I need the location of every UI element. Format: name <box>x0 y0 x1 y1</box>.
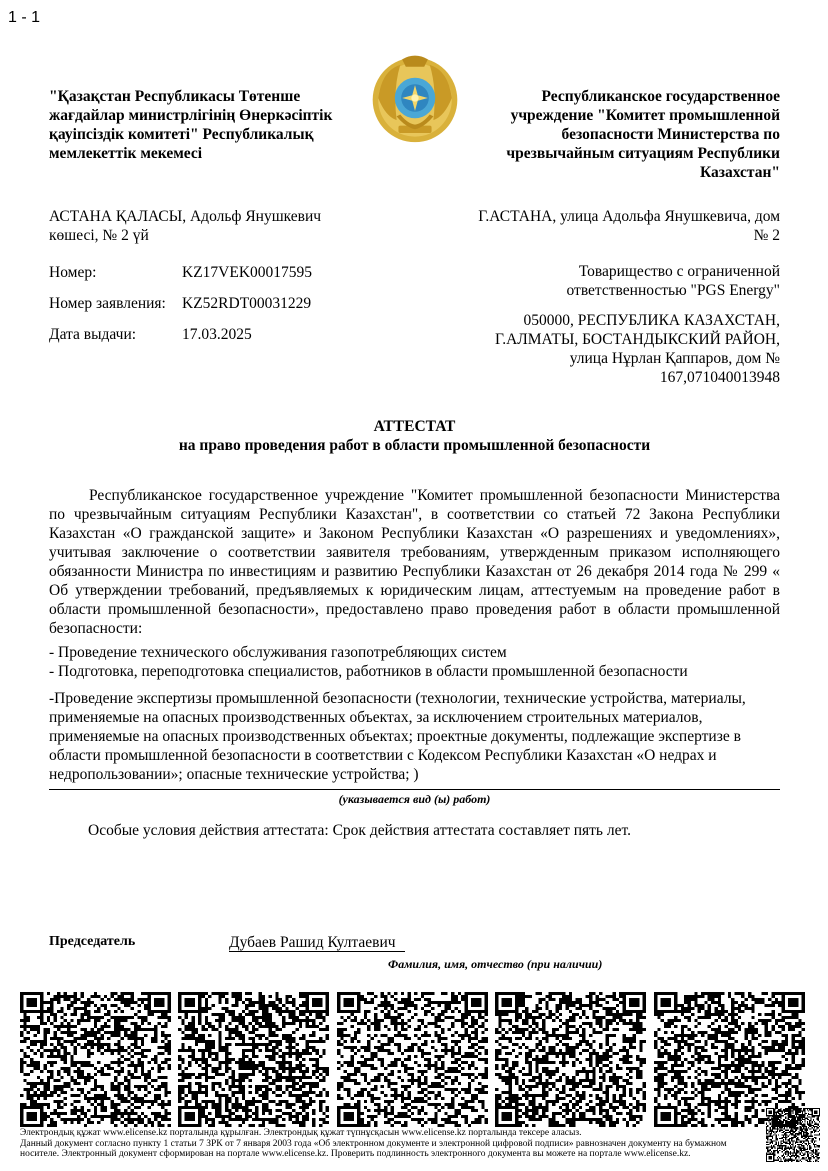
application-number-label: Номер заявления: <box>49 295 166 312</box>
title-sub: на право проведения работ в области промышленной безопасности <box>178 437 651 454</box>
signatory-name: Дубаев Рашид Култаевич <box>229 934 396 951</box>
application-number-value: KZ52RDT00031229 <box>182 295 312 312</box>
list-item: - Подготовка, переподготовка специалистов, работников в области промышленной безопасности <box>49 663 688 680</box>
recipient-address: 050000, РЕСПУБЛИКА КАЗАХСТАН, Г.АЛМАТЫ, БОСТАНДЫКСКИЙ РАЙОН, улица Нұрлан Қаппаров, дом № 167,071040013948 <box>494 312 780 386</box>
recipient-name: Товарищество с ограниченной ответственностью "PGS Energy" <box>566 263 780 299</box>
qr-code-icon <box>654 992 805 1127</box>
title-main: АТТЕСТАТ <box>373 418 456 435</box>
signatory-name-caption: Фамилия, имя, отчество (при наличии) <box>388 957 603 971</box>
page-number: 1 - 1 <box>8 9 41 26</box>
signatory-role: Председатель <box>49 934 136 949</box>
document-title <box>49 417 780 455</box>
work-items-list <box>49 643 780 681</box>
work-type-caption: (указывается вид (ы) работ) <box>338 792 491 806</box>
address-russian: Г.АСТАНА, улица Адольфа Янушкевича, дом № 2 <box>478 208 780 244</box>
header-org-russian: Республиканское государственное учреждение "Комитет промышленной безопасности Министерства по чрезвычайным ситуациям Республики Казахстан" <box>506 88 780 181</box>
number-value: KZ17VEK00017595 <box>182 264 313 281</box>
footer-line-kazakh: Электрондық құжат www.elicense.kz порталында құрылған. Электрондық құжат түпнұсқасын www.elicense.kz порталында тексере аласыз. <box>20 1128 582 1138</box>
qr-code-icon <box>337 992 488 1127</box>
header-org-kazakh: "Қазақстан Республикасы Төтенше жағдайлар министрлігінің Өнеркәсіптік қауіпсіздік комитеті" Республикалық мемлекеттік мекемесі <box>49 88 333 162</box>
issue-date-value: 17.03.2025 <box>182 326 252 343</box>
qr-code-icon <box>766 1108 820 1162</box>
divider <box>49 789 780 790</box>
expertise-item: -Проведение экспертизы промышленной безопасности (технологии, технические устройства, материалы, применяемые на опасных производственных объектах, за исключением строительных материалов, применяемые на опасных производственных объектах; проектные документы, подлежащие экспертизе в области промышленной безопасности в соответствии с Кодексом Республики Казахстан «О недрах и недропользовании»; опасные технические устройства; ) <box>49 690 746 783</box>
footer-line-russian: Данный документ согласно пункту 1 статьи 7 ЗРК от 7 января 2003 года «Об электронном документе и электронной цифровой подписи» равнозначен документу на бумажном носителе. Электронный документ сформирован на портале www.elicense.kz. Проверить подлинность электронного документа вы можете на портале www.elicense.kz. <box>20 1138 727 1159</box>
qr-code-icon <box>495 992 646 1127</box>
list-item: - Проведение технического обслуживания газопотребляющих систем <box>49 644 507 661</box>
signature-underline <box>229 951 405 952</box>
address-kazakh: АСТАНА ҚАЛАСЫ, Адольф Янушкевич көшесі, № 2 үй <box>49 208 322 244</box>
number-label: Номер: <box>49 264 97 281</box>
qr-code-icon <box>178 992 329 1127</box>
special-conditions: Особые условия действия аттестата: Срок действия аттестата составляет пять лет. <box>88 822 631 839</box>
footer-notice <box>20 1128 760 1160</box>
state-emblem-icon <box>369 52 461 144</box>
body-paragraph: Республиканское государственное учреждение "Комитет промышленной безопасности Министерства по чрезвычайным ситуациям Республики Казахстан", в соответствии со статьей 72 Закона Республики Казахстан «О гражданской защите» и Законом Республики Казахстан «О разрешениях и уведомлениях», учитывая заключение о соответствии заявителя требованиям, утвержденным приказом исполняющего обязанности Министра по инвестициям и развитию Республики Казахстан от 26 декабря 2014 года № 299 « Об утверждении требований, предъявляемых к юридическим лицам, аттестуемым на проведение работ в области промышленной безопасности», предоставлено право проведения работ в области промышленной безопасности: <box>49 487 780 637</box>
issue-date-label: Дата выдачи: <box>49 326 137 343</box>
qr-code-icon <box>20 992 171 1127</box>
document-meta <box>49 263 379 343</box>
